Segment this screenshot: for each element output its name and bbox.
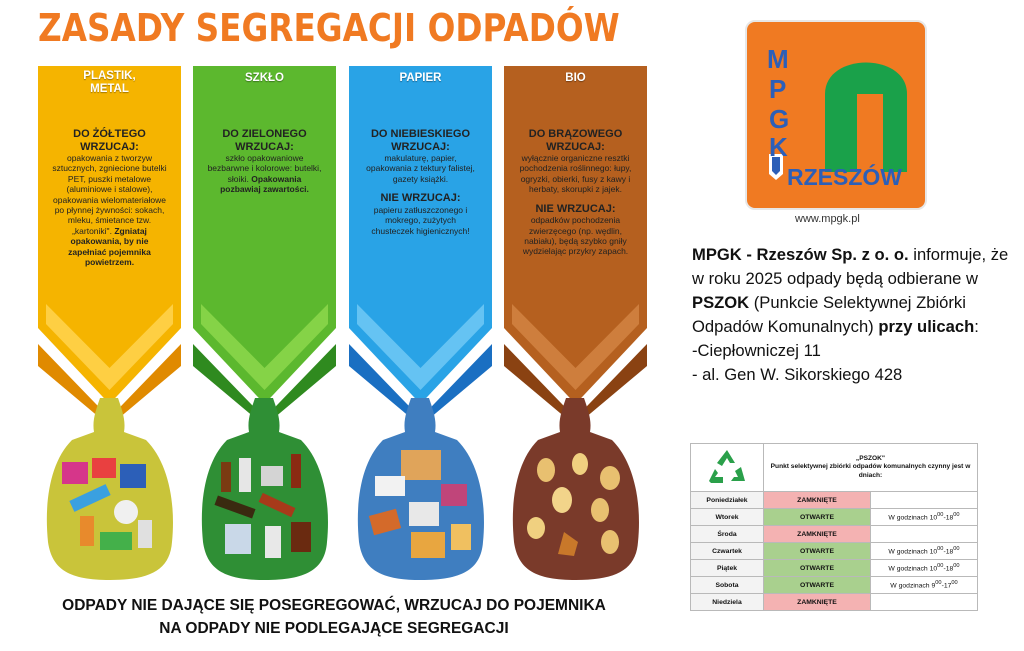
street-2: - al. Gen W. Sikorskiego 428 [692,365,903,385]
column-description [363,128,478,236]
schedule-header-title: „PSZOK" [855,454,886,462]
hours-start-min: 00 [937,563,944,570]
table-row [691,560,978,577]
column-body: wyłącznie organiczne resztki pochodzenia roślinnego: łupy, ogryzki, obierki, fusy z kawy i herbaty, skorupki z jajek. [519,153,632,195]
table-row [691,526,978,543]
day-cell: Niedziela [691,594,764,611]
info-colon: : [974,317,979,337]
hours-cell [871,577,978,594]
logo-city: RZESZÓW [787,164,902,190]
info-paragraph [692,243,1012,388]
info-text-2: (Punkcie Selektywnej Zbiórki Odpadów Komunalnych) [692,293,966,337]
column-label: SZKŁO [245,72,284,84]
pszok-schedule-table [690,443,978,611]
column-body: szkło opakowaniowe bezbarwne i kolorowe: butelki, słoiki. [207,153,322,184]
hours-end-min: 00 [953,546,960,553]
hours-end-min: 00 [953,563,960,570]
column-heading: DO NIEBIESKIEGO WRZUCAJ: [370,128,471,153]
table-row [691,492,978,509]
hours-start: W godzinach 10 [888,514,938,522]
day-cell: Poniedziałek [691,492,764,509]
day-cell: Piątek [691,560,764,577]
status-cell: ZAMKNIĘTE [764,594,871,611]
hours-end: -18 [943,514,954,522]
green-arrow-banner [193,66,336,426]
logo-letter-k: K [769,132,788,162]
hours-start-min: 00 [935,580,942,587]
status-cell: OTWARTE [764,560,871,577]
column-note: Zgniataj opakowania, by nie zapełniać pojemnika powietrzem. [68,225,151,268]
schedule-header [764,444,978,492]
column-description [518,128,633,257]
schedule-header-text: Punkt selektywnej zbiórki odpadów komunalnych czynny jest w dniach: [770,463,971,479]
column-heading: DO ŻÓŁTEGO WRZUCAJ: [73,128,146,153]
column-heading: DO ZIELONEGO WRZUCAJ: [222,128,307,153]
column-bio [504,66,647,586]
yellow-bag-image [40,392,179,582]
day-cell: Wtorek [691,509,764,526]
column-label: BIO [565,72,586,84]
logo-letter-g: G [769,104,790,134]
hours-cell [871,594,978,611]
column-body-not: papieru zatłuszczonego i mokrego, zużytych chusteczek higienicznych! [371,204,470,236]
street-1: -Ciepłowniczej 11 [692,341,821,361]
column-body: opakowania z tworzyw sztucznych, zgniecione butelki PET, puszki metalowe (aluminiowe i stalowe), opakowania wielomateriałowe po płynnej żywności: sokach, mleku, śmietance tzw. „kartoniki". [52,153,167,236]
green-bag-image [195,392,334,582]
column-description [207,128,322,195]
hours-end-min: 00 [951,580,958,587]
column-paper [349,66,492,586]
table-row [691,543,978,560]
status-cell: ZAMKNIĘTE [764,526,871,543]
column-description [52,128,167,267]
column-label: PLASTIK, METAL [83,70,136,95]
hours-cell [871,509,978,526]
recycle-icon-cell [691,444,764,492]
blue-arrow-banner [349,66,492,426]
day-cell: Czwartek [691,543,764,560]
column-heading-not: NIE WRZUCAJ: [535,202,616,215]
hours-start: W godzinach 10 [888,548,938,556]
column-heading-not: NIE WRZUCAJ: [380,192,461,205]
column-plastic-metal [38,66,181,586]
bottom-instruction-line2: NA ODPADY NIE PODLEGAJĄCE SEGREGACJI [159,620,509,637]
blue-bag-image [351,392,490,582]
hours-end: -18 [943,565,954,573]
hours-cell [871,543,978,560]
bottom-instruction-line1: ODPADY NIE DAJĄCE SIĘ POSEGREGOWAĆ, WRZUCAJ DO POJEMNIKA [62,597,606,614]
status-cell: OTWARTE [764,543,871,560]
column-heading: DO BRĄZOWEGO WRZUCAJ: [528,128,623,153]
hours-cell [871,492,978,509]
hours-cell [871,526,978,543]
hours-start: W godzinach 10 [888,565,938,573]
day-cell: Środa [691,526,764,543]
status-cell: OTWARTE [764,577,871,594]
company-name: MPGK - Rzeszów Sp. z o. o. [692,245,909,264]
column-glass [193,66,336,586]
mpgk-logo [745,20,927,210]
table-row [691,577,978,594]
column-body-not: odpadków pochodzenia zwierzęcego (np. wędlin, nabiału), będą szybko gniły wydzielając przykry zapach. [522,215,629,257]
brown-bag-image [506,392,645,582]
hours-start: W godzinach 9 [890,582,936,590]
hours-end: -18 [943,548,954,556]
info-text-1: informuje, że w roku 2025 odpady będą odbierane w [692,245,1009,289]
hours-start-min: 00 [937,512,944,519]
logo-letter-p: P [769,74,787,104]
hours-cell [871,560,978,577]
column-note: Opakowania pozbawiaj zawartości. [220,173,309,195]
poster-title: ZASADY SEGREGACJI ODPADÓW [38,6,620,50]
logo-letter-m: M [767,44,789,74]
website-url: www.mpgk.pl [795,213,860,225]
pszok-word: PSZOK [692,293,750,313]
column-body: makulaturę, papier, opakowania z tektury falistej, gazety książki. [366,153,475,184]
status-cell: ZAMKNIĘTE [764,492,871,509]
table-row [691,594,978,611]
day-cell: Sobota [691,577,764,594]
hours-end-min: 00 [953,512,960,519]
hours-end: -17 [941,582,952,590]
column-label: PAPIER [399,72,442,84]
status-cell: OTWARTE [764,509,871,526]
hours-start-min: 00 [937,546,944,553]
table-row [691,509,978,526]
recycle-icon [705,447,749,487]
info-text-3: przy ulicach [878,317,975,337]
